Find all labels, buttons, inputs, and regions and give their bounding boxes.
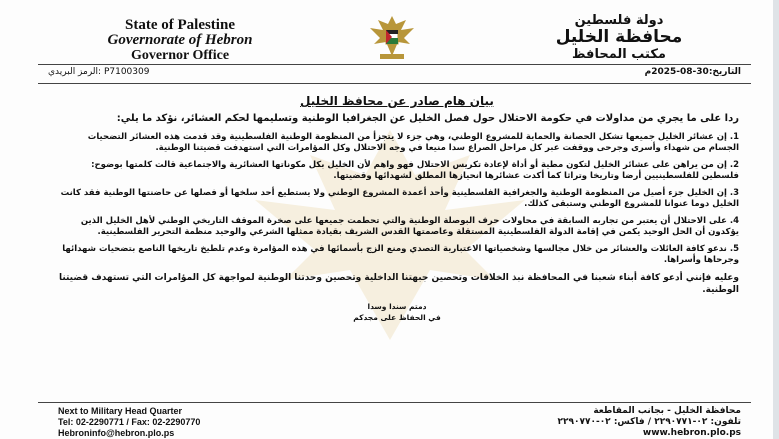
footer-en-phone: Tel: 02-2290771 / Fax: 02-2290770 [58,417,201,427]
statement-closing: وعليه فإنني أدعو كافة أبناء شعبنا في المحافظة نبذ الخلافات وتحصين جبهتنا الداخلية وتحصين وحدتنا الوطنية لمواجهة كل المؤامرات التي تستهدف قضيتنا الوطنية. [58,273,739,295]
sign-off-line-2: في الحفاظ على مجدكم [353,313,441,322]
document-date: التاريخ:30-08-2025م [644,67,741,77]
statement-point-1: 1. إن عشائر الخليل جميعها تشكل الحصانة والحماية للمشروع الوطني، وهي جزء لا يتجزأ من المنظومة الوطنية الفلسطينية وقد قدمت هذه العشائر التضحيات الجسام من شهداء وأسرى وجرحى ووقفت عبر كل مراحل الصراع سدا منيعا في وجه الاحتلال وكل المؤامرات التي استهدفت قضيتنا الوطنية. [87,132,739,153]
header-ar-governorate: محافظة الخليل [555,27,683,47]
footer-ar-web: www.hebron.plo.ps [642,428,741,438]
statement-point-3: 3. إن الخليل جزء أصيل من المنظومة الوطنية والجغرافية الفلسطينية وأحد أعمدة المشروع الوطني ولا يستطيع أحد سلخها أو فصلها عن حاضنتها الوطنية فقد كانت الخليل دوما عنوانا للمشروع الوطني وستبقى كذلك. [60,188,739,209]
page-edge [773,0,779,439]
footer-ar-address: محافظة الخليل - بجانب المقاطعة [593,406,741,416]
eagle-emblem-icon [366,12,418,62]
footer-arabic [557,406,741,439]
header-en-state: State of Palestine [125,17,235,33]
header-en-office: Governor Office [130,48,230,63]
header-en-governorate: Governorate of Hebron [107,32,253,48]
statement-point-4: 4. على الاحتلال أن يعتبر من تجاربه السابقة في محاولات حرف البوصلة الوطنية والتي تحطمت جميعها على صخرة الموقف التاريخي الوطني لأهل الخليل الذين يؤكدون أن الحل الوحيد يكمن في إقامة الدولة الفلسطينية المستقلة وعاصمتها القدس الشريف بقيادة ممثلها الشرعي والوحيد منظمة التحرير الفلسطينية. [80,216,739,237]
footer-ar-phone: تلفون: ٠٢-٢٢٩٠٧٧١ / فاكس: ٠٢-٢٢٩٠٧٧٠ [557,417,741,427]
statement-point-5: 5. ندعو كافة العائلات والعشائر من خلال مجالسها وشخصياتها الاعتبارية التصدي ومنع الزج بأسمائها في هذه المؤامرة وعدم تلطيخ تاريخها الناصع بتضحيات شهدائها وجرحاها وأسراها. [62,244,739,265]
footer-en-address: Next to Military Head Quarter [58,406,183,416]
postal-code: P7100309 :الرمز البريدي [48,67,150,77]
header-ar-state: دولة فلسطين [574,13,664,28]
statement-point-2: 2. إن من يراهن على عشائر الخليل لتكون مطية أو أداة لإعادة تكريس الاحتلال فهو واهم لأن الخليل بكل مكوناتها العشائرية والاجتماعية قالت كلمتها بوضوح: فلسطين للفلسطينيين أرضا وتاريخا وتراثا كما أكدت عشائرها انحيازها المطلق لشهدائها وقضيتها. [91,160,739,181]
footer-en-email: Hebroninfo@hebron.plo.ps [58,428,175,438]
sign-off-line-1: دمتم سندا وسدا [367,302,427,311]
header-ar-office: مكتب المحافظ [572,47,666,62]
statement-body [55,94,739,323]
statement-intro: ردا على ما يجري من مداولات في حكومة الاحتلال حول فصل الخليل عن الجغرافيا الوطنية وتسليمها لحكم العشائر، نؤكد ما يلي: [116,113,739,124]
reference-bar [38,64,751,84]
header-english [60,18,300,63]
letter-footer [38,402,751,437]
statement-title: بيان هام صادر عن محافظ الخليل [300,94,494,108]
footer-english [58,406,200,439]
header-arabic [499,12,739,63]
